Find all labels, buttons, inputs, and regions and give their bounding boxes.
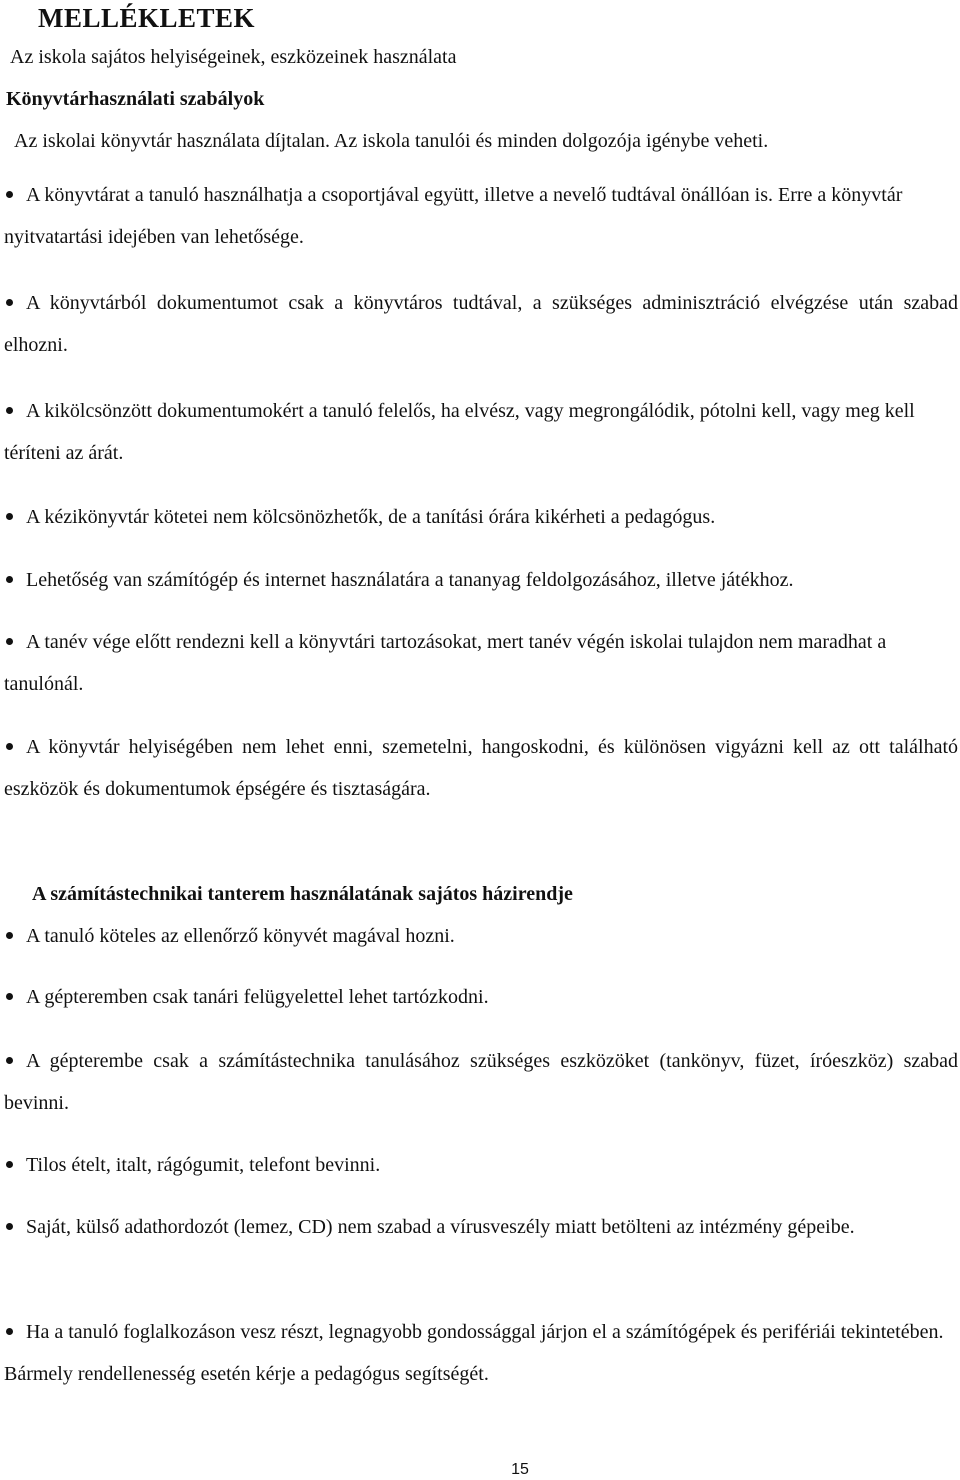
computer-room-rule: A gépterembe csak a számítástechnika tanulásához szükséges eszközöket (tankönyv, füzet, íróeszköz) szabad bevinni.	[4, 1050, 958, 1114]
bullet-icon	[6, 191, 13, 198]
computer-room-rules-title: A számítástechnikai tanterem használatának sajátos házirendje	[32, 883, 573, 905]
bullet-icon	[6, 638, 13, 645]
bullet-icon	[6, 1161, 13, 1168]
bullet-icon	[6, 743, 13, 750]
bullet-icon	[6, 932, 13, 939]
bullet-icon	[6, 1057, 13, 1064]
computer-room-rule: A tanuló köteles az ellenőrző könyvét magával hozni.	[4, 915, 958, 957]
bullet-icon	[6, 1328, 13, 1335]
bullet-icon	[6, 513, 13, 520]
computer-room-rule: Saját, külső adathordozót (lemez, CD) nem szabad a vírusveszély miatt betölteni az intézmény gépeibe.	[4, 1206, 958, 1248]
computer-room-rule: Tilos ételt, italt, rágógumit, telefont bevinni.	[4, 1144, 958, 1186]
library-rule: A tanév vége előtt rendezni kell a könyvtári tartozásokat, mert tanév végén iskolai tulajdon nem maradhat a tanulónál.	[4, 631, 887, 695]
library-intro: Az iskolai könyvtár használata díjtalan. Az iskola tanulói és minden dolgozója igénybe veheti.	[14, 130, 769, 152]
library-rule: A kikölcsönzött dokumentumokért a tanuló felelős, ha elvész, vagy megrongálódik, pótolni kell, vagy meg kell téríteni az árát.	[4, 400, 915, 464]
bullet-icon	[6, 576, 13, 583]
library-rules-title: Könyvtárhasználati szabályok	[6, 88, 265, 110]
computer-room-rule: Ha a tanuló foglalkozáson vesz részt, legnagyobb gondossággal járjon el a számítógépek és perifériái tekintetében. Bármely rendellenesség esetén kérje a pedagógus segítségét.	[4, 1321, 944, 1385]
document-subtitle: Az iskola sajátos helyiségeinek, eszközeinek használata	[10, 46, 457, 68]
library-rule: Lehetőség van számítógép és internet használatára a tananyag feldolgozásához, illetve játékhoz.	[4, 559, 958, 601]
bullet-icon	[6, 993, 13, 1000]
library-rule: A kézikönyvtár kötetei nem kölcsönözhetők, de a tanítási órára kikérheti a pedagógus.	[4, 496, 958, 538]
computer-room-rule: A gépteremben csak tanári felügyelettel lehet tartózkodni.	[4, 976, 958, 1018]
library-rule: A könyvtárból dokumentumot csak a könyvtáros tudtával, a szükséges adminisztráció elvégzése után szabad elhozni.	[4, 292, 958, 356]
bullet-icon	[6, 299, 13, 306]
document-heading: MELLÉKLETEK	[38, 3, 256, 33]
page-number: 15	[511, 1461, 529, 1478]
bullet-icon	[6, 407, 13, 414]
library-rule: A könyvtárat a tanuló használhatja a csoportjával együtt, illetve a nevelő tudtával önállóan is. Erre a könyvtár nyitvatartási idejében van lehetősége.	[4, 184, 903, 248]
library-rule: A könyvtár helyiségében nem lehet enni, szemetelni, hangoskodni, és különösen vigyázni kell az ott található eszközök és dokumentumok épségére és tisztaságára.	[4, 736, 958, 800]
bullet-icon	[6, 1223, 13, 1230]
